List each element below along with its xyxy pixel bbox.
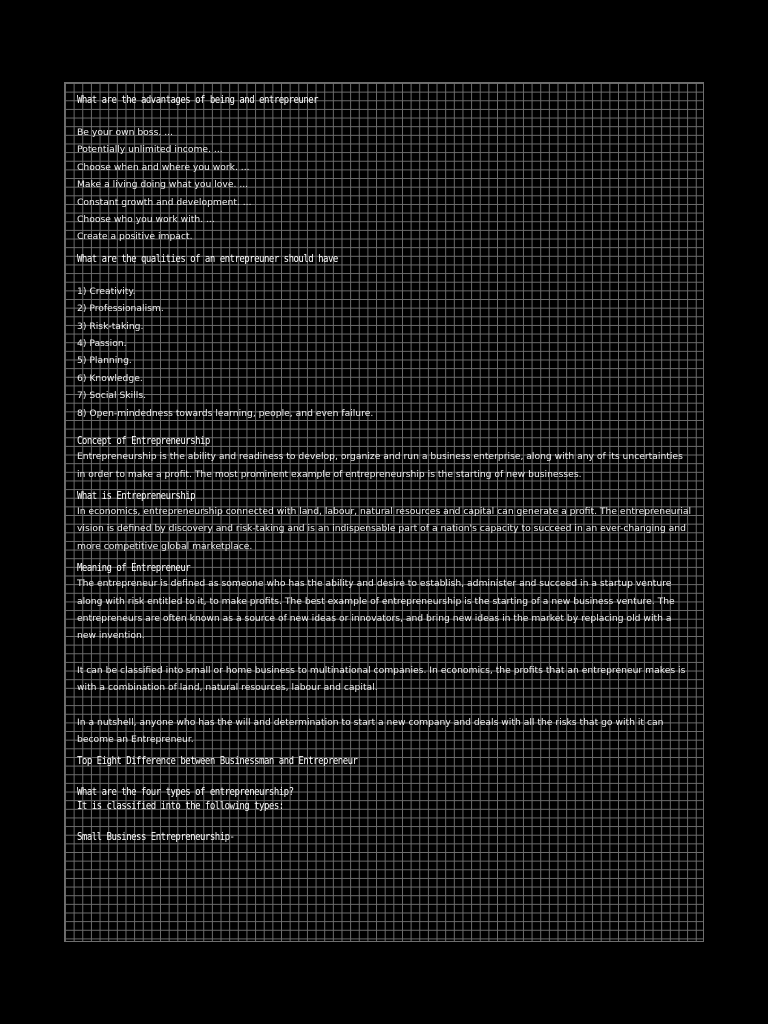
advantages-list bbox=[77, 124, 693, 246]
concept-paragraph: Entrepreneurship is the ability and readiness to develop, organize and run a business enterprise, along with any of its uncertainties in order to make a profit. The most prominent example of entrepreneurship is the starting of new businesses. bbox=[77, 451, 683, 480]
list-item: 7) Social Skills. bbox=[77, 390, 147, 402]
list-item: 6) Knowledge. bbox=[77, 372, 143, 384]
list-item: Constant growth and development. ... bbox=[77, 196, 252, 208]
meaning-paragraph-2: It can be classified into small or home business to multinational companies. In economics, the profits that an entrepreneur makes is with a combination of land, natural resources, labour and capital. bbox=[77, 664, 686, 694]
list-item: Choose who you work with. ... bbox=[77, 214, 215, 226]
qualities-list bbox=[77, 283, 693, 422]
types-heading: What are the four types of entrepreneurship? bbox=[77, 786, 294, 799]
list-item: 5) Planning. bbox=[77, 355, 132, 367]
concept-heading: Concept of Entrepreneurship bbox=[77, 435, 210, 448]
list-item: Potentially unlimited income. ... bbox=[77, 144, 223, 156]
list-item: Create a positive impact. bbox=[77, 231, 193, 243]
list-item: 1) Creativity. bbox=[77, 285, 136, 297]
list-item: Choose when and where you work. ... bbox=[77, 161, 250, 173]
list-item: Be your own boss. ... bbox=[77, 127, 173, 138]
list-item: 3) Risk-taking. bbox=[77, 320, 144, 332]
meaning-paragraph-3: In a nutshell, anyone who has the will and determination to start a new company and deals with all the risks that go with it can become an Entrepreneur. bbox=[77, 716, 664, 745]
small-business-heading: Small Business Entrepreneurship- bbox=[77, 831, 235, 844]
grid-paper-page bbox=[64, 82, 704, 942]
meaning-paragraph-1: The entrepreneur is defined as someone who has the ability and desire to establish, administer and succeed in a startup venture along with risk entitled to it, to make profits. The best example of entrepreneurship is the starting of a new business venture. The entrepreneurs are often known as a source of new ideas or innovators, and bring new ideas in the market by replacing old with a new invention. bbox=[77, 578, 675, 642]
list-item: 8) Open-mindedness towards learning, people, and even failure. bbox=[77, 407, 374, 419]
types-subheading: It is classified into the following types: bbox=[77, 800, 284, 813]
list-item: 2) Professionalism. bbox=[77, 303, 164, 315]
list-item: 4) Passion. bbox=[77, 338, 127, 350]
meaning-heading: Meaning of Entrepreneur bbox=[77, 562, 191, 575]
what-is-paragraph: In economics, entrepreneurship connected with land, labour, natural resources and capital can generate a profit. The entrepreneurial vision is defined by discovery and risk-taking and is an indispensable part of a nation's capacity to succeed in an ever-changing and more competitive global marketplace. bbox=[77, 505, 692, 552]
qualities-heading: What are the qualities of an entrepreuner should have bbox=[77, 252, 338, 265]
list-item: Make a living doing what you love. ... bbox=[77, 179, 249, 191]
advantages-heading: What are the advantages of being and entrepreuner bbox=[77, 94, 319, 106]
difference-heading: Top Eight Difference between Businessman and Entrepreneur bbox=[77, 755, 358, 768]
what-is-heading: What is Entrepreneurship bbox=[77, 489, 196, 502]
